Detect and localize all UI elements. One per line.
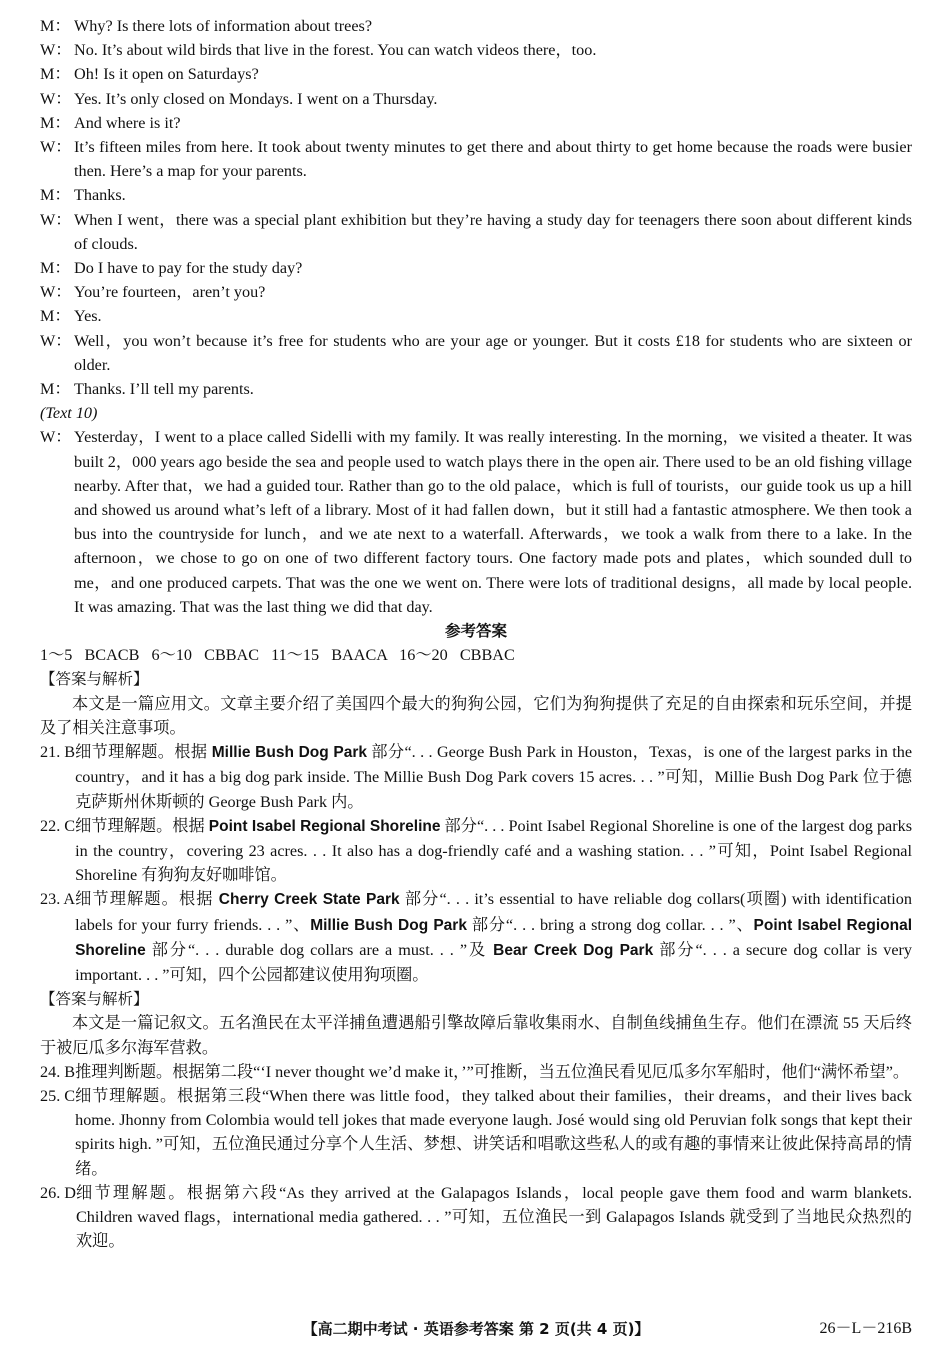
dialogue-line bbox=[40, 14, 912, 38]
monologue-text: Yesterday，I went to a place called Sidelli with my family. It was really interesting. In the morning，we visited a theater. It was built 2，000 years ago beside the sea and people used to watch plays there in the open air. There used to be an old fishing village nearby. After that，we had a guided tour. Rather than go to the old palace，which is full of tourists，our guide took us up a hill and showed us around what’s left of a library. Most of it had fallen down，but it still had a fantastic atmosphere. We then took a bus into the countryside for lunch，and we ate next to a waterfall. Afterwards，we took a walk from there to a lake. In the afternoon，we chose to go on one of two different factory tours. One factory made pots and plates，which sounded dull to me，and one produced carpets. That was the one we went on. There were lots of traditional designs，all made by local people. It was amazing. That was the last thing we did that day. bbox=[74, 428, 912, 616]
section-header: 【答案与解析】 bbox=[40, 670, 149, 689]
question-explanation bbox=[40, 1084, 912, 1181]
question-number: 22. C bbox=[40, 816, 76, 835]
question-number: 25. C bbox=[40, 1086, 76, 1105]
dialogue-line bbox=[40, 62, 912, 86]
dialogue-line bbox=[40, 256, 912, 280]
dialogue-line bbox=[40, 135, 912, 183]
speaker-label: W： bbox=[40, 283, 72, 302]
dialogue-text: Do I have to pay for the study day? bbox=[74, 259, 303, 278]
dialogue-text: You’re fourteen，aren’t you? bbox=[74, 283, 266, 302]
speaker-label: M： bbox=[40, 186, 71, 205]
dialogue-line bbox=[40, 280, 912, 304]
dialogue-line bbox=[40, 329, 912, 377]
dialogue-text: Why? Is there lots of information about trees? bbox=[74, 17, 373, 35]
page-footer bbox=[40, 1317, 912, 1341]
question-explanation bbox=[40, 740, 912, 814]
answer-key: 1～5 BCACB 6～10 CBBAC 11～15 BAACA 16～20 CBBAC bbox=[40, 646, 515, 665]
dialogue-line bbox=[40, 208, 912, 256]
dialogue-line bbox=[40, 38, 912, 62]
speaker-label: W： bbox=[40, 138, 72, 157]
speaker-label: M： bbox=[40, 259, 71, 278]
explanation-text: 细节理解题。根据第三段“When there was little food，they talked about their families，their dreams，and their lives back home. Jhonny from Colombia would tell jokes that made everyone laugh. José would sing old Peruvian folk songs that kept their spirits high. ”可知，五位渔民通过分享个人生活、梦想、讲笑话和唱歌这些私人的或有趣的事情来让彼此保持高昂的情绪。 bbox=[75, 1086, 912, 1178]
speaker-label: W： bbox=[40, 331, 72, 350]
question-number: 23. A bbox=[40, 890, 76, 909]
dialogue-text: Well，you won’t because it’s free for students who are your age or younger. But it costs £18 for students who are sixteen or older. bbox=[74, 331, 912, 374]
dialogue-line bbox=[40, 87, 912, 111]
dialogue-text: It’s fifteen miles from here. It took about twenty minutes to get there and about thirty to get home because the roads were busier then. Here’s a map for your parents. bbox=[74, 138, 912, 181]
text10-label: (Text 10) bbox=[40, 404, 98, 423]
speaker-label: M： bbox=[40, 380, 71, 399]
question-number: 26. D bbox=[40, 1183, 76, 1202]
question-explanation bbox=[40, 887, 912, 987]
explanation-text: 细节理解题。根据 Cherry Creek State Park 部分“. . . it’s essential to have reliable dog collars(项圈) with identification labels for your furry friends. . . ”、Millie Bush Dog Park 部分“. . . bring a strong dog collar. . . ”、Point Isabel Regional Shoreline 部分“. . . durable dog collars are a must. . . ”及 Bear Creek Dog Park 部分“. . . a secure dog collar is very important. . . ”可知，四个公园都建议使用狗项圈。 bbox=[75, 890, 913, 984]
speaker-label: W： bbox=[40, 428, 72, 447]
question-explanation bbox=[40, 814, 912, 888]
dialogue-text: Yes. bbox=[74, 307, 102, 326]
question-explanation bbox=[40, 1060, 912, 1084]
explanation-text: 细节理解题。根据第六段“As they arrived at the Galapagos Islands，local people gave them food and warm blankets. Children waved flags，international media gathered. . . ”可知，五位渔民一到 Galapagos Islands 就受到了当地民众热烈的欢迎。 bbox=[75, 1183, 912, 1251]
answer-page bbox=[40, 14, 912, 1253]
passage-summary: 本文是一篇记叙文。五名渔民在太平洋捕鱼遭遇船引擎故障后靠收集雨水、自制鱼线捕鱼生存。他们在漂流 55 天后终于被厄瓜多尔海军营救。 bbox=[40, 1014, 912, 1057]
dialogue-line bbox=[40, 183, 912, 207]
speaker-label: W： bbox=[40, 89, 72, 108]
speaker-label: W： bbox=[40, 41, 72, 60]
dialogue-text: No. It’s about wild birds that live in the forest. You can watch videos there，too. bbox=[74, 41, 597, 60]
dialogue-line bbox=[40, 111, 912, 135]
question-number: 24. B bbox=[40, 1062, 76, 1081]
dialogue-text: And where is it? bbox=[74, 113, 181, 132]
dialogue-text: Yes. It’s only closed on Mondays. I went on a Thursday. bbox=[74, 89, 438, 108]
question-explanation bbox=[40, 1181, 912, 1254]
answer-heading: 参考答案 bbox=[444, 622, 507, 641]
speaker-label: W： bbox=[40, 210, 72, 229]
explanation-text: 细节理解题。根据 Millie Bush Dog Park 部分“. . . George Bush Park in Houston，Texas，is one of the largest parks in the country，and it has a big dog park inside. The Millie Bush Dog Park covers 15 acres. . . ”可知，Millie Bush Dog Park 位于德克萨斯州休斯顿的 George Bush Park 内。 bbox=[75, 743, 913, 811]
dialogue-line bbox=[40, 304, 912, 328]
dialogue-text: Thanks. I’ll tell my parents. bbox=[74, 380, 254, 399]
exam-code: 26－L－216B bbox=[819, 1320, 912, 1337]
monologue bbox=[40, 425, 912, 619]
dialogue-block bbox=[40, 14, 912, 401]
dialogue-text: Oh! Is it open on Saturdays? bbox=[74, 65, 259, 84]
passage-summary: 本文是一篇应用文。文章主要介绍了美国四个最大的狗狗公园，它们为狗狗提供了充足的自由探索和玩乐空间，并提及了相关注意事项。 bbox=[40, 694, 912, 737]
speaker-label: M： bbox=[40, 307, 71, 326]
question-number: 21. B bbox=[40, 743, 76, 762]
speaker-label: M： bbox=[40, 65, 71, 84]
dialogue-text: Thanks. bbox=[74, 186, 126, 205]
section-header: 【答案与解析】 bbox=[40, 990, 149, 1009]
speaker-label: M： bbox=[40, 113, 71, 132]
dialogue-line bbox=[40, 377, 912, 401]
explanation-text: 细节理解题。根据 Point Isabel Regional Shoreline 部分“. . . Point Isabel Regional Shoreline is one of the largest dog parks in the country，covering 23 acres. . . It also has a dog-friendly café and a washing station. . . ”可知，Point Isabel Regional Shoreline 有狗狗友好咖啡馆。 bbox=[75, 816, 913, 885]
speaker-label: M： bbox=[40, 17, 71, 35]
footer-title: 【高二期中考试 · 英语参考答案 第 2 页(共 4 页)】 bbox=[302, 1320, 650, 1338]
explanation-text: 推理判断题。根据第二段“‘I never thought we’d make it，’”可推断，当五位渔民看见厄瓜多尔军船时，他们“满怀希望”。 bbox=[75, 1062, 910, 1081]
dialogue-text: When I went，there was a special plant exhibition but they’re having a study day for teenagers there soon about different kinds of clouds. bbox=[74, 210, 912, 253]
